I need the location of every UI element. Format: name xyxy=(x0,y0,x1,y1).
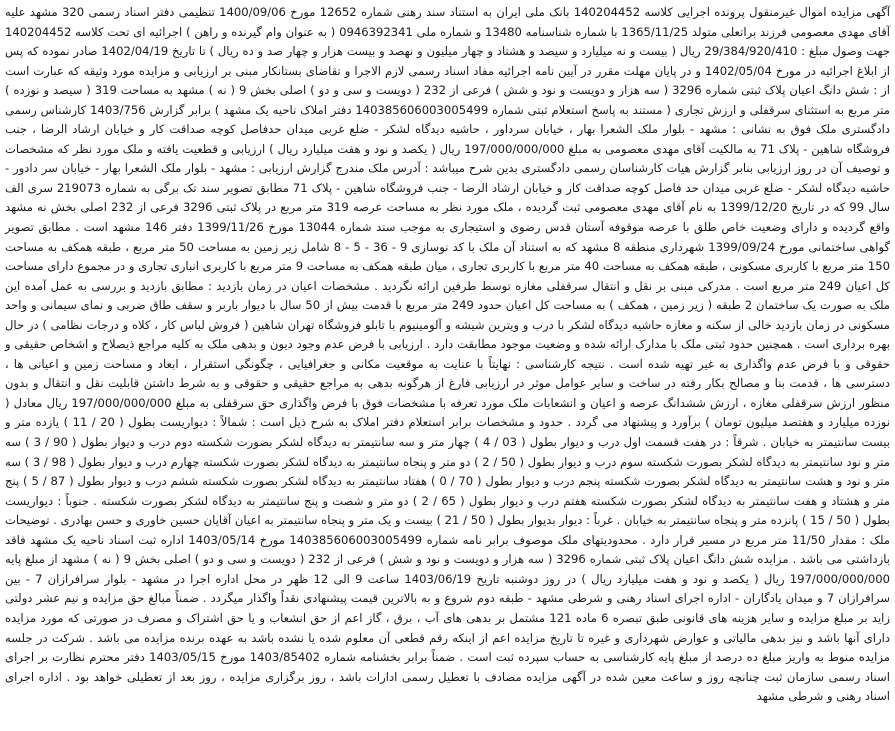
auction-notice-body: آگهی مزایده اموال غیرمنقول پرونده اجرایی کلاسه 140204452 بانک ملی ایران به استناد سند رهنی شماره 12652 مورخ 1400/09/06 تنظیمی دفتر اسناد رسمی 320 مشهد علیه آقای مهدی معصومی فرزند براتعلی متولد 1365/11/25 با شماره شناسنامه 13480 و شماره ملی 0946392341 ( به عنوان وام گیرنده و راهن ) اجرائیه ای تحت کلاسه 140204452 جهت وصول مبلغ : 29/384/920/410 ریال ( بیست و نه میلیارد و سیصد و هشتاد و چهار میلیون و نهصد و بیست هزار و چهار صد و ده ریال ) تا تاریخ 1402/04/19 صادر نموده که پس از ابلاغ اجرائیه در مورخ 1402/05/04 و در پایان مهلت مقرر در آیین نامه اجرائیه مفاد اسناد رسمی لازم الاجرا و تقاضای بستانکار مبنی بر ارزیابی و مزایده مورد وثیقه که عبارت است از : شش دانگ اعیان پلاک ثبتی شماره 3296 ( سه هزار و دویست و نود و شش ) فرعی از 232 ( دویست و سی و دو ) اصلی بخش 9 ( نه ) مشهد به مساحت 319 ( سیصد و نوزده ) متر مربع به استثنای سرقفلی و ارزش تجاری ( مستند به پاسخ استعلام ثبتی شماره 140385606003005499 دفتر املاک ناحیه یک مشهد ) برابر گزارش 1403/756 کارشناس رسمی دادگستری ملک فوق به نشانی : مشهد - بلوار ملک الشعرا بهار ، خیابان سرداور ، حاشیه دیدگاه لشکر - ضلع غربی میدان حدفاصل کوچه صداقت کار و خیابان ارشاد الرضا ، جنب فروشگاه شاهین - پلاک 71 به مالکیت آقای مهدی معصومی به مبلغ 197/000/000/000 ریال ( یکصد و نود و هفت میلیارد ریال ) ارزیابی و قطعیت یافته و ملک مورد نظر که مشخصات و توصیف آن در روز ارزیابی بنابر گزارش هیات کارشناسان رسمی دادگستری بدین شرح میباشد : آدرس ملک مندرج گزارش ارزیابی : مشهد - بلوار ملک الشعرا بهار - خیابان سر دادور - حاشیه دیدگاه لشکر - ضلع غربی میدان حد فاصل کوچه صداقت کار و خیابان ارشاد الرضا - جنب فروشگاه شاهین - پلاک 71 مطابق تصویر سند تک برگی به شماره 219073 سری الف سال 99 که در تاریخ 1399/12/20 به نام آقای مهدی معصومی ثبت گردیده ، ملک مورد نظر به مساحت عرصه 319 متر مربع در پلاک ثبتی 3296 فرعی از 232 اصلی بخش نه مشهد واقع گردیده و دارای وضعیت خاص طلق با عرصه موقوفه آستان قدس رضوی و استیجاری به موجب سند شماره 13044 مورخ 1399/11/26 دفتر 146 مشهد است . مطابق تصویر گواهی ساختمانی مورخ 1399/09/24 شهرداری منطقه 8 مشهد که به استناد آن ملک با کد نوسازی 9 - 36 - 5 - 8 شامل زیر زمین به مساحت 50 متر مربع ، طبقه همکف به مساحت 150 متر مربع با کاربری مسکونی ، طبقه همکف به مساحت 40 متر مربع با کاربری تجاری ، میان طبقه همکف به مساحت 9 متر مربع با کاربری انباری تجاری و در مجموع دارای مساحت کل اعیان 249 متر مربع است . مدرکی مبنی بر نقل و انتقال سرقفلی مغازه توسط طرفین ارائه نگردید . مشخصات اعیان در زمان بازدید : مطابق بازدید و بررسی به عمل آمده این ملک به صورت یک ساختمان 2 طبقه ( زیر زمین ، همکف ) به مساحت کل اعیان حدود 249 متر مربع با قدمت بیش از 50 سال با دیوار باربر و سقف طاق ضربی و نمای سیمانی و واحد مسکونی در زمان بازدید خالی از سکنه و مغازه حاشیه دیدگاه لشکر با درب و ویترین شیشه و آلومینیوم با تابلو فروشگاه تهران شاهین ( فروش لباس کار ، کلاه و درجات نظامی ) در حال بهره برداری است . همچنین حدود ثبتی ملک با مدارک ارائه شده و وضعیت موجود مطابقت دارد . ارزیابی با فرض عدم وجود دیون و بدهی ملک به کلیه مراجع ذیصلاح و اشخاص حقیقی و حقوقی و با فرض عدم واگذاری به غیر تهیه شده است . نتیجه کارشناسی : نهایتاً با عنایت به موقعیت مکانی و جغرافیایی ، چگونگی استقرار ، ابعاد و مساحت زمین و اعیانی ها ، دسترسی ها ، قدمت بنا و مصالح بکار رفته در ساخت و سایر عوامل موثر در ارزیابی فارغ از هرگونه بدهی به مراجع حقیقی و حقوقی و به شرط داشتن قابلیت نقل و انتقال و بدون منظور ارزش سرقفلی مغازه ، ارزش ششدانگ عرصه و اعیان و انشعابات ملک مورد تعرفه با مشخصات فوق با فرض واگذاری حق سرقفلی به مبلغ 197/000/000/000 ریال معادل ( نوزده میلیارد و هفتصد میلیون تومان ) برآورد و پیشنهاد می گردد . حدود و مشخصات برابر استعلام دفتر املاک به شرح ذیل است : شمالاً : دیواریست بطول ( 20 / 11 ) یازده متر و بیست سانتیمتر به خیابان . شرقاً : در هفت قسمت اول درب و دیوار بطول ( 03 / 4 ) چهار متر و سه سانتیمتر به دیدگاه لشکر بصورت شکسته دوم درب و دیوار بطول ( 90 / 3 ) سه متر و نود سانتیمتر به دیدگاه لشکر بصورت شکسته سوم درب و دیوار بطول ( 50 / 2 ) دو متر و پنجاه سانتیمتر به دیدگاه لشکر بصورت شکسته چهارم درب و دیوار بطول ( 98 / 3 ) سه متر و نود و هشت سانتیمتر به دیدگاه لشکر بصورت شکسته پنجم درب و دیوار بطول ( 70 / 0 ) هفتاد سانتیمتر به دیدگاه لشکر بصورت شکسته ششم درب و دیوار بطول ( 87 / 5 ) پنج متر و هشتاد و هفت سانتیمتر به دیدگاه لشکر بصورت شکسته هفتم درب و دیوار بطول ( 65 / 2 ) دو متر و شصت و پنج سانتیمتر به دیدگاه لشکر بصورت شکسته . جنوباً : دیواریست بطول ( 50 / 15 ) پانزده متر و پنجاه سانتیمتر به خیابان . غرباً : دیوار بدیوار بطول ( 50 / 21 ) بیست و یک متر و پنجاه سانتیمتر به اعیان آقایان حسین خاوری و حسن بهادری . توضیحات ملک : مقدار 11/50 متر مربع در مسیر قرار دارد . محدودیتهای ملک موصوف برابر نامه شماره 140385606003005499 مورخ 1403/05/14 اداره ثبت اسناد ناحیه یک مشهد فاقد بازداشتی می باشد . مزایده شش دانگ اعیان پلاک ثبتی شماره 3296 ( سه هزار و دویست و نود و شش ) فرعی از 232 ( دویست و سی و دو ) اصلی بخش 9 ( نه ) مشهد از مبلغ پایه 197/000/000/000 ریال ( یکصد و نود و هفت میلیارد ریال ) در روز دوشنبه تاریخ 1403/06/19 ساعت 9 الی 12 ظهر در محل اداره اجرا در مشهد - بلوار سرافرازان 7 - بین سرافرازان 7 و میدان یادگاران - اداره اجرای اسناد رهنی و شرطی مشهد - طبقه دوم شروع و به بالاترین قیمت پیشنهادی نقداً واگذار میگردد . ضمناً مبالغ حق مزایده و نیم عشر دولتی زاید بر مبلغ مزایده و سایر هزینه های قانونی طبق تبصره 6 ماده 121 مشتمل بر بدهی های آب ، برق ، گاز اعم از حق انشعاب و یا حق اشتراک و مصرف در صورتی که مورد مزایده دارای آنها باشد و نیز بدهی مالیاتی و عوارض شهرداری و غیره تا تاریخ مزایده اعم از اینکه رقم قطعی آن معلوم شده یا نشده باشد به عهده برنده مزایده می باشد . شرکت در جلسه مزایده منوط به واریز مبلغ ده درصد از مبلغ پایه کارشناسی به حساب سپرده ثبت است . ضمناً برابر بخشنامه شماره 1403/85402 مورخ 1403/05/15 دفتر محترم نظارت بر اجرای اسناد رسمی سازمان ثبت چنانچه روز و ساعت معین شده در آگهی مزایده مصادف با تعطیل رسمی ادارات باشد ، روز برگزاری مزایده ، روز بعد از تعطیلی خواهد بود . اداره اجرای اسناد رهنی و شرطی مشهد xyxy=(5,5,891,704)
